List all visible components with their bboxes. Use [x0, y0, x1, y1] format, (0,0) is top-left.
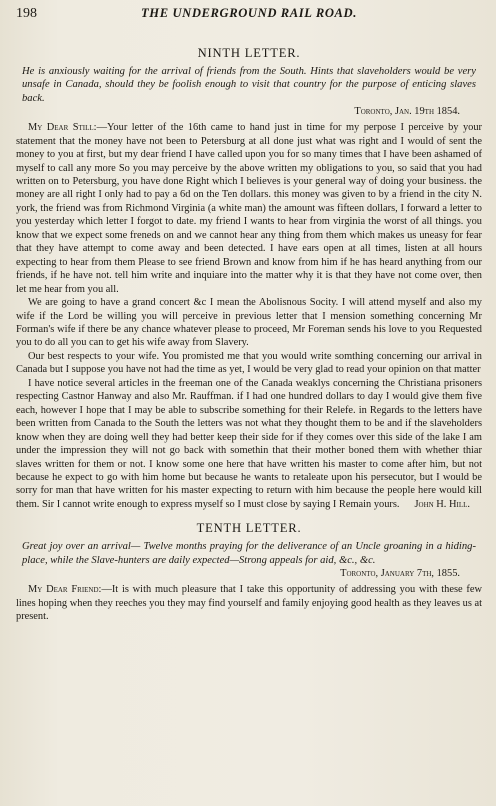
- page-number: 198: [16, 6, 37, 21]
- letter-heading: TENTH LETTER.: [196, 521, 302, 536]
- salutation: My Dear Still:: [28, 122, 97, 134]
- letter-heading: NINTH LETTER.: [197, 46, 301, 60]
- salutation: My Dear Friend:: [28, 584, 102, 596]
- paragraph-text: —It is with much pleasure that I take this opportunity of addressing you with these few lines hoping when they reeches you they may find yourself and family enjoying good health as they leaves us at present.: [16, 584, 483, 623]
- letter-summary: He is anxiously waiting for the arrival of friends from the South. Hints that slaveholders would be very unsafe in Canada, should they be foolish enough to visit that country for the purpose of enticing slaves back.: [22, 66, 476, 104]
- letter-dateline: Toronto, Jan. 19th 1854.: [354, 106, 460, 118]
- letter-paragraph: [16, 583, 482, 623]
- paragraph-text: —Your letter of the 16th came to hand just in time for my perpose I perceive by your statement that the money have not been to Petersburg at all done just what was right and I would of sent the money to you at first, but my dear friend I have called upon you for so many times that I have been ashamed of myself to call any more So you may perceive by the above written my obligations to you, so said that you had written on to Petersburg, you have done Right which I believes is your general way of doing your business. the money are all right I only had to pay a 6d on the Ten dollars. this money was given to by a friend in the city N. york, the friend was from Richmond Virginia (a white man) the amount was fifteen dollars, I forward a letter to you yesterday which letter I forgot to date. my friend I wants to hear from virginia the worst of all things. you know that we expect some freneds on and we cannot hear any thing from them which makes us uneasy for fear that they have attempt to come away and been detected. I have ears open at all times, listen at all hours expecting to hear from them Please to see friend Brown and know from him if he has heard anything from our friends, if he have not. tell him write and inquiare into the matter why it is that they have not come over, then let me hear from you all.: [16, 122, 482, 295]
- letter-paragraph: [16, 377, 482, 512]
- signature: John H. Hill.: [414, 498, 470, 510]
- letter-body: [16, 121, 482, 511]
- ninth-letter: [16, 46, 482, 511]
- letter-paragraph: We are going to have a grand concert &c I mean the Abolisnous Socity. I will attend myself and also my wife if the Lord be willing you will perceive in previous letter that I mension something concerning Mr Forman's wife if there be any chance whatever please to proceed, Mr Foreman sends his love to you Requested you to do all you can to get his wife away from Slavery.: [16, 297, 482, 349]
- paragraph-text: I have notice several articles in the freeman one of the Canada weaklys concerning the Christiana prisoners respecting Castnor Hanway and also Mr. Rauffman. if I had one hundred dollars to day I would give them five each, however I hope that I may be able to subscribe something for their Relefe. in Regards to the letters have been written from Canada to the South the letters was not what they thought them to be and if the slaveholders know when they are doing well they had better keep their side for if they comes over this side of the lake I am under the impression they will not go back with somethin that their mother boned them with whether thiar slaves written for them or not. I know some one here that have written his master to come after him, but not because he expect to go with him home but because he wants to retaleate upon his persecutor, but I would be sorry for man that have written for his master expecting to return with him because the people here would kill them. Sir I cannot write enough to express myself so I must close by saying I Remain yours.: [16, 377, 482, 510]
- letter-dateline: Toronto, January 7th, 1855.: [340, 568, 460, 580]
- letter-paragraph: Our best respects to your wife. You promisted me that you would write somthing concerning our arrival in Canada but I suppose you have not had the time as yet, I would be very glad to read your opinion on that matter: [16, 350, 482, 376]
- letter-summary: Great joy over an arrival— Twelve months praying for the deliverance of an Uncle groaning in a hiding-place, while the Slave-hunters are daily expected—Strong appeals for aid, &c., &c.: [22, 541, 476, 566]
- running-title: THE UNDERGROUND RAIL ROAD.: [141, 6, 357, 20]
- letter-body: [16, 583, 482, 623]
- letter-paragraph: [16, 121, 482, 296]
- tenth-letter: [16, 521, 482, 623]
- running-head: [16, 6, 482, 30]
